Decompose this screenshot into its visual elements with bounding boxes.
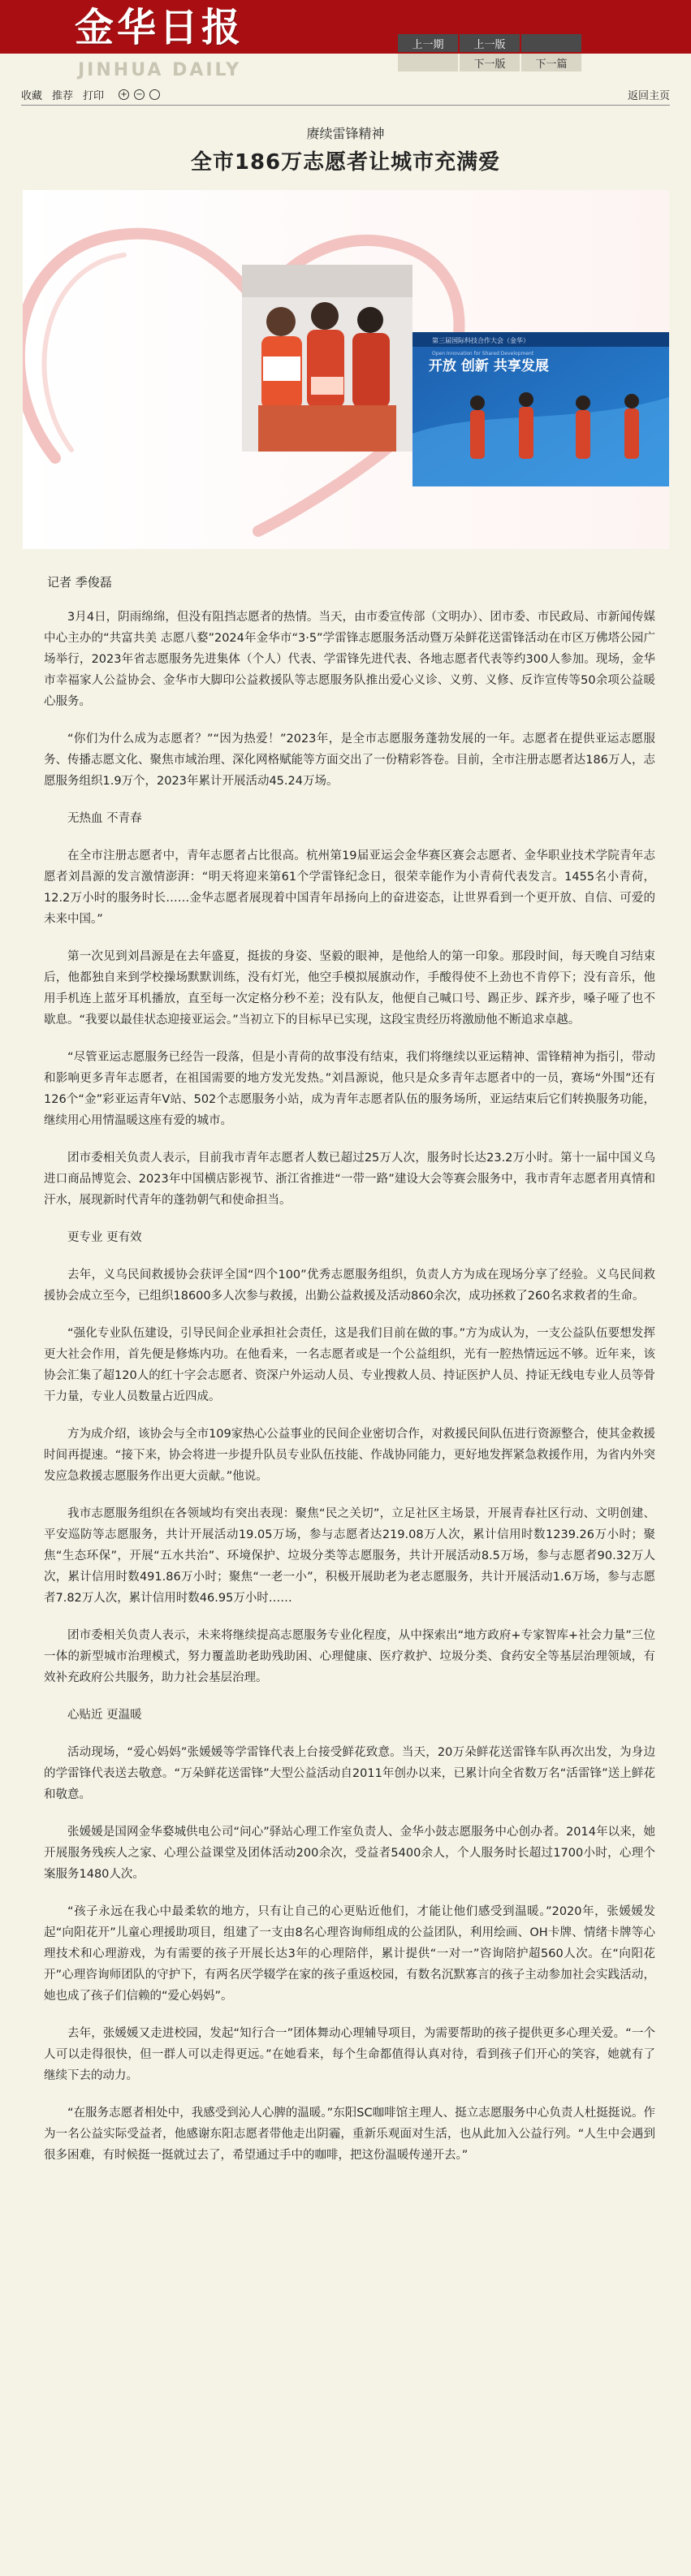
paragraph: 团市委相关负责人表示，未来将继续提高志愿服务专业化程度，从中探索出“地方政府+专家智库+社会力量”三位一体的新型城市治理模式，努力覆盖助老助残助困、心理健康、医疗救护、垃圾分类、食药安全等基层治理领域，有效补充政府公共服务，助力社会基层治理。 [44, 1629, 655, 1684]
paragraph: 活动现场，“爱心妈妈”张媛媛等学雷锋代表上台接受鲜花致意。当天，20万朵鲜花送雷锋车队再次出发，为身边的学雷锋代表送去敬意。“万朵鲜花送雷锋”大型公益活动自2011年创办以来，已累计向全省数万名“活雷锋”送上鲜花和敬意。 [44, 1746, 655, 1801]
svg-text:第三届国际科技合作大会（金华）: 第三届国际科技合作大会（金华） [431, 337, 529, 344]
photo-illustration [23, 190, 669, 549]
newspaper-logo-english: JINHUA DAILY [78, 60, 242, 80]
paragraph: 方为成介绍，该协会与全市109家热心公益事业的民间企业密切合作，对救援民间队伍进行资源整合，使其金救援时间再提速。“接下来，协会将进一步提升队员专业队伍技能、作战协同能力，更好地发挥紧急救援作用，为省内外突发应急救援志愿服务作出更大贡献。”他说。 [44, 1428, 655, 1483]
zoom-in-icon[interactable]: + [119, 89, 129, 100]
nav-blank-cell [521, 34, 581, 52]
home-link[interactable]: 返回主页 [627, 90, 670, 102]
volunteers-scene [242, 265, 412, 452]
newspaper-logo[interactable]: 金华日报 [75, 5, 244, 50]
page-bottom-spacer [0, 2182, 691, 2215]
paragraph: 我市志愿服务组织在各领域均有突出表现：聚焦“民之关切”，立足社区主场景，开展青春社区行动、文明创建、平安巡防等志愿服务，共计开展活动19.05万场，参与志愿者达219.08万人次，累计信用时数1239.26万小时；聚焦“生态环保”，开展“五水共治”、环境保护、垃圾分类等志愿服务，共计开展活动8.5万场，参与志愿者90.32万人次，累计信用时数491.86万小时；聚焦“一老一小”，积极开展助老为老志愿服务，共计开展活动1.6万场，参与志愿者7.82万人次，累计信用时数46.95万小时…… [44, 1507, 655, 1605]
paragraph: “在服务志愿者相处中，我感受到沁人心脾的温暖。”东阳SC咖啡馆主理人、挺立志愿服务中心负责人杜挺挺说。作为一名公益实际受益者，他感谢东阳志愿者带他走出阴霾，重新乐观面对生活，也从此加入公益行列。“人生中会遇到很多困难，有时候挺一挺就过去了，希望通过手中的咖啡，把这份温暖传递开去。” [44, 2107, 655, 2162]
article-toolbar [21, 84, 670, 106]
zoom-controls [119, 89, 165, 100]
paragraph: 去年，张媛媛又走进校园，发起“知行合一”团体舞动心理辅导项目，为需要帮助的孩子提供更多心理关爱。“一个人可以走得很快，但一群人可以走得更远。”在她看来，每个生命都值得认真对待，看到孩子们开心的笑容，她就有了继续下去的动力。 [44, 2027, 655, 2082]
paragraph: “强化专业队伍建设，引导民间企业承担社会责任，这是我们目前在做的事。”方为成认为，一支公益队伍要想发挥更大社会作用，首先便是修炼内功。在他看来，一名志愿者或是一个公益组织，光有一腔热情远远不够。近年来，该协会汇集了超120人的红十字会志愿者、资深户外运动人员、专业搜救人员、持证医护人员、持证无线电专业人员等骨干力量，专业人员数量占近四成。 [44, 1327, 655, 1403]
article-kicker: 赓续雷锋精神 [306, 126, 385, 141]
nav-blank-cell [398, 54, 458, 71]
article-byline: 记者 季俊磊 [47, 575, 112, 590]
article-photo [23, 190, 669, 549]
section-subhead: 心贴近 更温暖 [67, 1709, 142, 1722]
paragraph: 在全市注册志愿者中，青年志愿者占比很高。杭州第19届亚运会金华赛区赛会志愿者、金华职业技术学院青年志愿者刘昌源的发言激情澎湃：“明天将迎来第61个学雷锋纪念日，很荣幸能作为小青荷代表发言。1455名小青荷，12.2万小时的服务时长……金华志愿者展现着中国青年昂扬向上的奋进姿态，让世界看到一个更开放、自信、可爱的未来中国。” [44, 849, 655, 926]
next-page-button[interactable]: 下一版 [460, 54, 520, 71]
prev-issue-button[interactable]: 上一期 [398, 34, 458, 52]
paragraph: 第一次见到刘昌源是在去年盛夏，挺拔的身姿、坚毅的眼神，是他给人的第一印象。那段时间，每天晚自习结束后，他都独自来到学校操场默默训练，没有灯光，他空手模拟展旗动作，手酸得使不上劲也不肯停下；没有音乐，他用手机连上蓝牙耳机播放，直至每一次定格分秒不差；没有队友，他便自己喊口号、踢正步、踩齐步，嗓子哑了也不歇息。“我要以最佳状态迎接亚运会。”当初立下的目标早已实现，这段宝贵经历将激励他不断追求卓越。 [44, 950, 655, 1027]
issue-navigation [398, 34, 581, 71]
zoom-out-icon[interactable]: − [134, 89, 145, 100]
paragraph: 张媛媛是国网金华婺城供电公司“问心”驿站心理工作室负责人、金华小鼓志愿服务中心创办者。2014年以来，她开展服务残疾人之家、心理公益课堂及团体活动200余次，受益者5400余人，个人服务时长超过1700小时，心理个案服务1480人次。 [44, 1826, 655, 1881]
paragraph: “你们为什么成为志愿者？”“因为热爱！”2023年，是全市志愿服务蓬勃发展的一年。志愿者在提供亚运志愿服务、传播志愿文化、聚焦市域治理、深化网格赋能等方面交出了一份精彩答卷。目前，全市注册志愿者达186万人，志愿服务组织1.9万个，2023年累计开展活动45.24万场。 [44, 733, 655, 788]
print-link[interactable]: 打印 [83, 90, 105, 102]
conference-screen [412, 332, 669, 486]
paragraph: “孩子永远在我心中最柔软的地方，只有让自己的心更贴近他们，才能让他们感受到温暖。”2020年，张媛媛发起“向阳花开”儿童心理援助项目，组建了一支由8名心理咨询师组成的公益团队，利用绘画、OH卡牌、情绪卡牌等心理技术和心理游戏，为有需要的孩子开展长达3年的心理陪伴，累计提供“一对一”咨询陪护超560人次。在“向阳花开”心理咨询师团队的守护下，有两名厌学辍学在家的孩子重返校园，有数名沉默寡言的孩子主动参加社会实践活动，她也成了孩子们信赖的“爱心妈妈”。 [44, 1905, 655, 2003]
favorite-link[interactable]: 收藏 [21, 90, 43, 102]
next-article-button[interactable]: 下一篇 [521, 54, 581, 71]
section-subhead: 无热血 不青春 [67, 812, 142, 825]
paragraph: 3月4日，阴雨绵绵，但没有阻挡志愿者的热情。当天，由市委宣传部（文明办）、团市委、市民政局、市新闻传媒中心主办的“共富共美 志愿八婺”2024年金华市“3·5”学雷锋志愿服务活动暨万朵鲜花送雷锋活动在市区万佛塔公园广场举行，2023年省志愿服务先进集体（个人）代表、学雷锋先进代表、各地志愿者代表等约300人参加。现场，金华市幸福家人公益协会、金华市大脚印公益救援队等志愿服务队推出爱心义诊、义剪、义修、反诈宣传等50余项公益暖心服务。 [44, 611, 655, 708]
recommend-link[interactable]: 推荐 [52, 90, 74, 102]
prev-page-button[interactable]: 上一版 [460, 34, 520, 52]
paragraph: 团市委相关负责人表示，目前我市青年志愿者人数已超过25万人次，服务时长达23.2万小时。第十一届中国义乌进口商品博览会、2023年中国横店影视节、浙江省推进“一带一路”建设大会等赛会服务中，我市青年志愿者用真情和汗水，展现新时代青年的蓬勃朝气和使命担当。 [44, 1152, 655, 1207]
article-title: 全市186万志愿者让城市充满爱 [190, 150, 501, 175]
zoom-reset-icon[interactable] [149, 89, 160, 100]
paragraph: 去年，义乌民间救援协会获评全国“四个100”优秀志愿服务组织，负责人方为成在现场分享了经验。义乌民间救援协会成立至今，已组织18600多人次参与救援，出勤公益救援及活动860余次，成功拯救了260名求救者的生命。 [44, 1269, 655, 1303]
article-body [44, 607, 655, 2166]
svg-text:开放 创新 共享发展: 开放 创新 共享发展 [428, 358, 549, 374]
paragraph: “尽管亚运志愿服务已经告一段落，但是小青荷的故事没有结束，我们将继续以亚运精神、雷锋精神为指引，带动和影响更多青年志愿者，在祖国需要的地方发光发热。”刘昌源说，他只是众多青年志愿者中的一员，赛场“外围”还有126个“金”彩亚运青年V站、502个志愿服务小站，成为青年志愿者队伍的服务场所，亚运结束后它们转换服务功能，继续用心用情温暖这座有爱的城市。 [44, 1051, 655, 1127]
headline-block [0, 123, 691, 175]
svg-text:Open Innovation for Shared Dev: Open Innovation for Shared Development [431, 351, 533, 357]
section-subhead: 更专业 更有效 [67, 1231, 142, 1244]
masthead [0, 0, 691, 78]
